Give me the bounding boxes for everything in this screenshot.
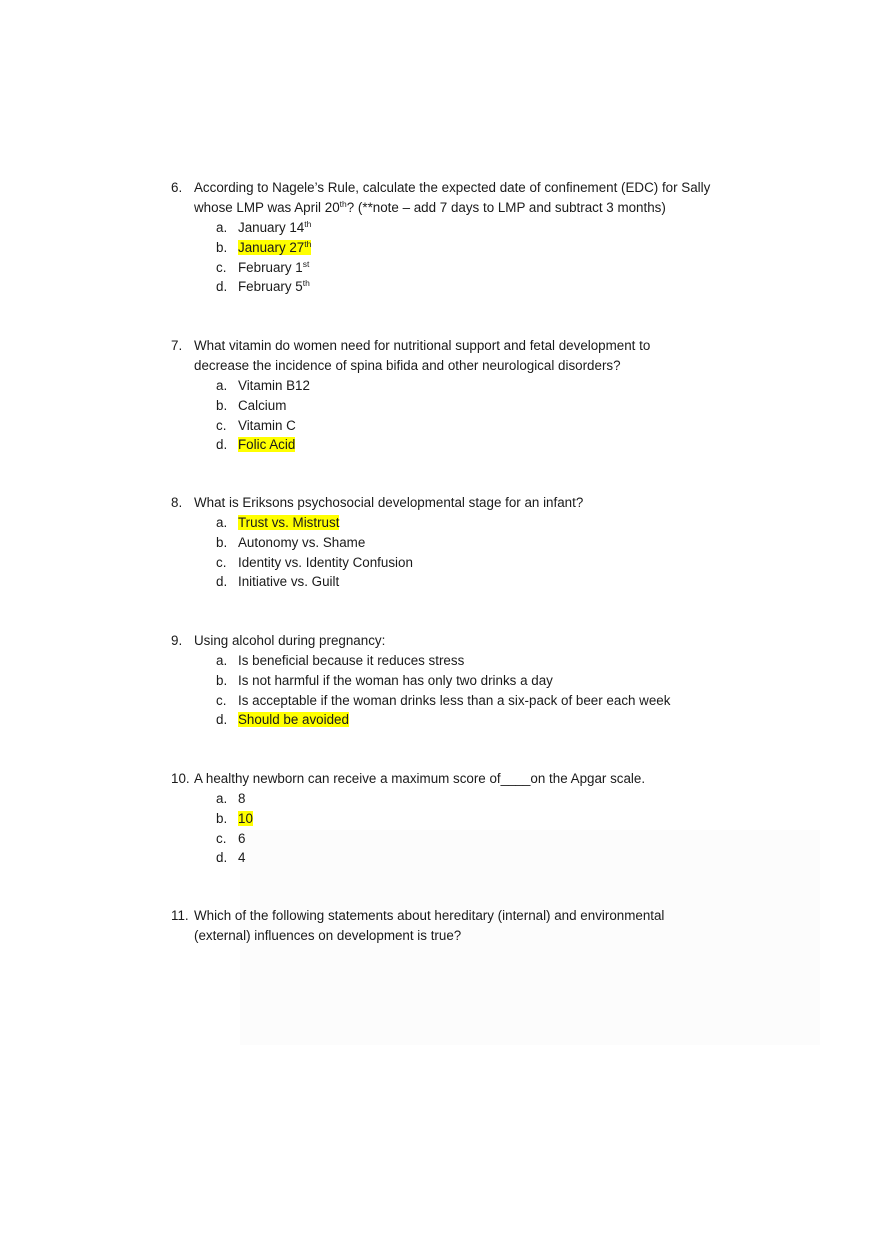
answer-option-a	[171, 651, 731, 671]
answer-option-d	[171, 277, 731, 297]
option-letter: c.	[216, 692, 227, 708]
answer-option-c	[171, 829, 731, 849]
option-text	[238, 220, 311, 235]
question-text: According to Nagele’s Rule, calculate the expected date of confinement (EDC) for Sally	[194, 180, 711, 195]
option-text: Autonomy vs. Shame	[238, 534, 366, 550]
question-number: 9.	[171, 633, 183, 648]
option-text: Is not harmful if the woman has only two drinks a day	[238, 672, 553, 688]
option-letter: b.	[216, 534, 228, 550]
highlighted-answer: Trust vs. Mistrust	[238, 515, 340, 530]
question-stem	[171, 178, 731, 198]
highlighted-answer: 10	[238, 810, 253, 826]
answer-option-d	[171, 848, 731, 868]
answer-option-a	[171, 789, 731, 809]
answer-option-d	[171, 572, 731, 592]
question-stem	[171, 493, 731, 513]
option-letter: b.	[216, 672, 228, 688]
option-text: 8	[238, 791, 246, 806]
option-letter: a.	[216, 515, 228, 530]
option-letter: d.	[216, 850, 228, 866]
option-letter: a.	[216, 791, 228, 806]
question-6	[171, 178, 731, 297]
question-text: Which of the following statements about hereditary (internal) and environmental	[194, 908, 665, 923]
question-11	[171, 906, 731, 946]
answer-option-d	[171, 435, 731, 455]
option-letter: a.	[216, 378, 228, 393]
option-letter: c.	[216, 259, 227, 275]
option-letter: a.	[216, 220, 228, 235]
question-text-continued: (external) influences on development is true?	[194, 928, 462, 943]
option-label: January 14	[238, 220, 305, 235]
option-letter: d.	[216, 574, 228, 590]
question-text: What vitamin do women need for nutritional support and fetal development to	[194, 338, 651, 353]
option-letter: b.	[216, 397, 228, 413]
question-number: 11.	[171, 908, 189, 923]
option-letter: c.	[216, 554, 227, 570]
option-text: 4	[238, 850, 246, 866]
superscript: th	[304, 219, 312, 229]
answer-option-a	[171, 513, 731, 533]
highlighted-answer: Should be avoided	[238, 712, 349, 728]
answer-option-c	[171, 691, 731, 711]
question-text-continued: decrease the incidence of spina bifida and other neurological disorders?	[194, 358, 621, 373]
option-letter: c.	[216, 417, 227, 433]
option-text: Is beneficial because it reduces stress	[238, 653, 465, 668]
option-text: Calcium	[238, 397, 287, 413]
question-stem	[171, 769, 731, 789]
option-letter: d.	[216, 437, 228, 453]
option-letter: a.	[216, 653, 228, 668]
question-text: What is Eriksons psychosocial developmental stage for an infant?	[194, 495, 584, 510]
highlighted-answer	[238, 240, 311, 255]
question-text: Using alcohol during pregnancy:	[194, 633, 386, 648]
question-stem	[171, 336, 731, 356]
option-label: February 1	[238, 259, 303, 275]
option-letter: d.	[216, 712, 228, 728]
superscript: st	[302, 258, 310, 269]
answer-option-b	[171, 238, 731, 258]
answer-option-c	[171, 258, 731, 278]
answer-option-d	[171, 710, 731, 730]
answer-option-c	[171, 416, 731, 436]
option-text	[238, 279, 310, 294]
option-label: January 27	[238, 239, 305, 255]
option-label: February 5	[238, 279, 303, 295]
question-8	[171, 493, 731, 592]
option-letter: c.	[216, 830, 227, 846]
highlighted-answer: Folic Acid	[238, 437, 296, 453]
superscript: th	[339, 199, 347, 209]
option-text: Vitamin B12	[238, 378, 310, 393]
superscript: th	[302, 278, 310, 289]
question-stem	[171, 631, 731, 651]
option-letter: b.	[216, 239, 228, 255]
question-text-part: whose LMP was April 20	[194, 200, 340, 215]
question-number: 10.	[171, 771, 190, 786]
answer-option-c	[171, 553, 731, 573]
answer-option-a	[171, 376, 731, 396]
answer-option-a	[171, 218, 731, 238]
option-text: 6	[238, 830, 246, 846]
question-text-part: ? (**note – add 7 days to LMP and subtract 3 months)	[346, 200, 666, 215]
option-text	[238, 260, 309, 275]
option-text: Vitamin C	[238, 417, 296, 433]
option-letter: b.	[216, 810, 228, 826]
option-text: Initiative vs. Guilt	[238, 574, 340, 590]
question-number: 7.	[171, 338, 183, 353]
answer-option-b	[171, 533, 731, 553]
question-number: 8.	[171, 495, 183, 510]
question-10	[171, 769, 731, 868]
question-stem	[171, 906, 731, 926]
answer-option-b	[171, 809, 731, 829]
superscript: th	[304, 238, 312, 249]
question-7	[171, 336, 731, 455]
question-number: 6.	[171, 180, 183, 195]
option-text: Is acceptable if the woman drinks less than a six-pack of beer each week	[238, 692, 671, 708]
option-text: Identity vs. Identity Confusion	[238, 554, 413, 570]
question-text-continued	[171, 198, 731, 218]
option-letter: d.	[216, 279, 228, 295]
answer-option-b	[171, 671, 731, 691]
question-text: A healthy newborn can receive a maximum score of____on the Apgar scale.	[194, 771, 646, 786]
question-9	[171, 631, 731, 730]
answer-option-b	[171, 396, 731, 416]
